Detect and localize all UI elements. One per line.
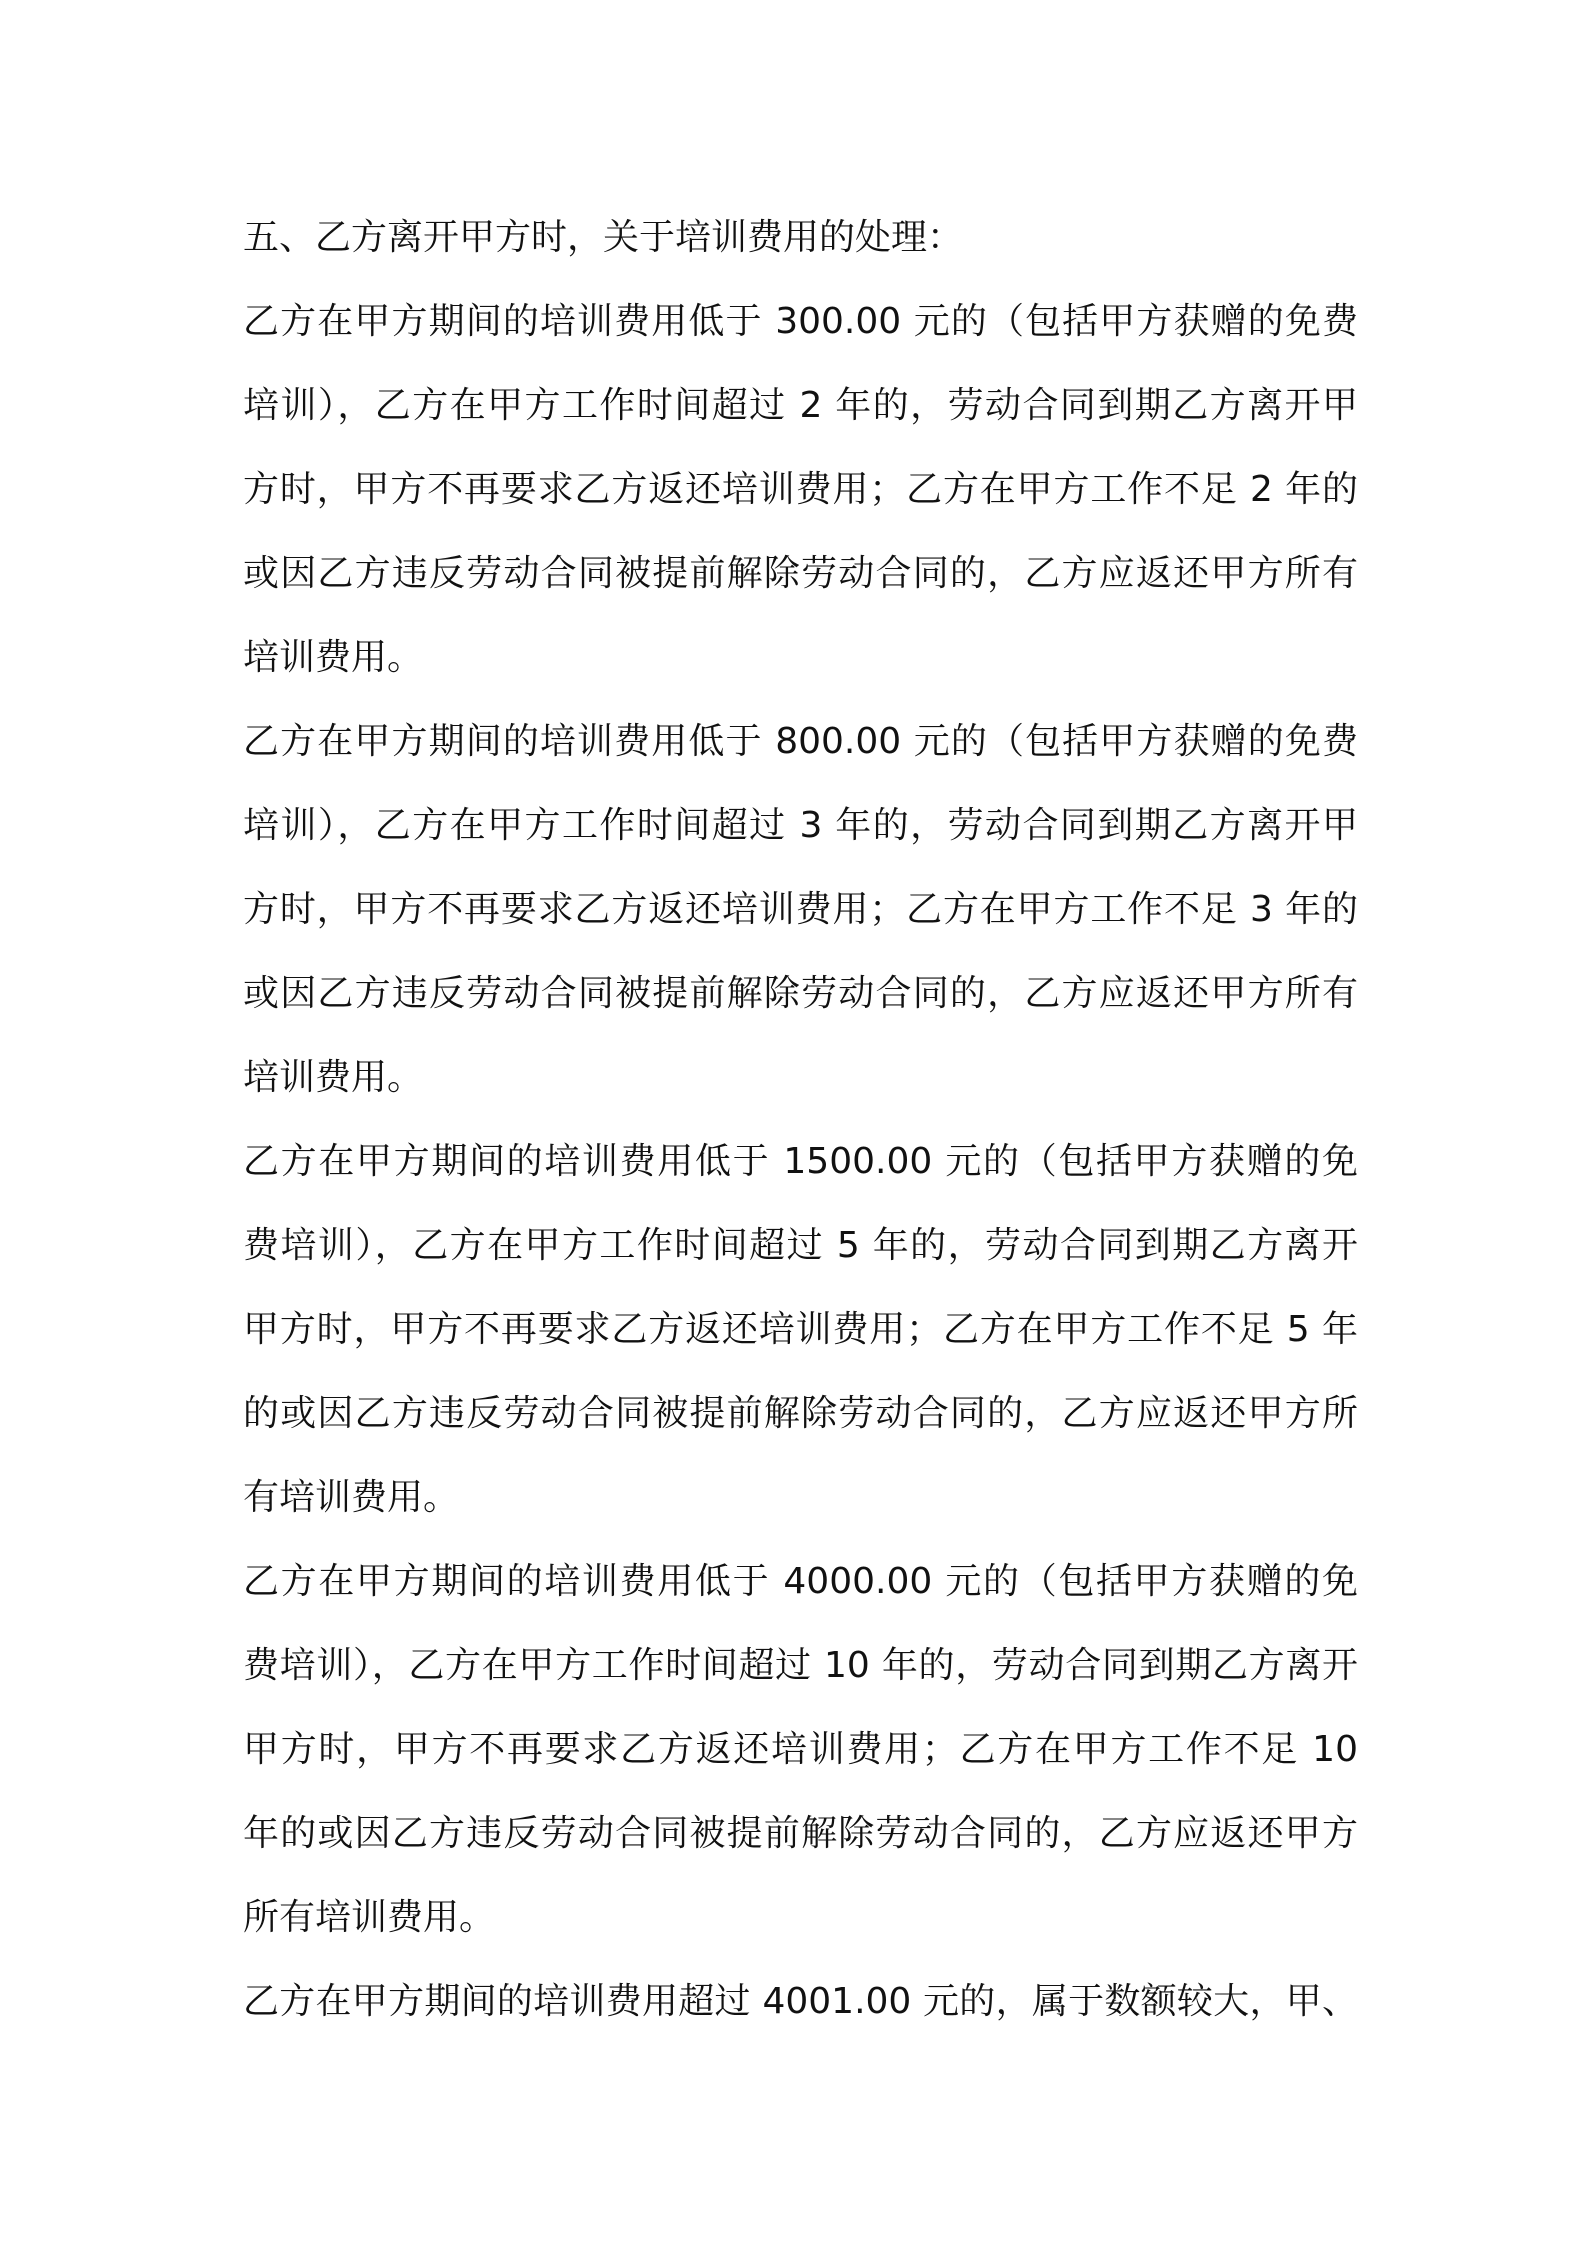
paragraph-line: 乙方在甲方期间的培训费用低于 1500.00 元的（包括甲方获赠的免 bbox=[243, 1141, 1358, 1182]
paragraph-line: 乙方在甲方期间的培训费用低于 800.00 元的（包括甲方获赠的免费 bbox=[243, 721, 1358, 762]
paragraph-line: 培训），乙方在甲方工作时间超过 2 年的，劳动合同到期乙方离开甲 bbox=[243, 385, 1358, 426]
paragraph-line: 方时，甲方不再要求乙方返还培训费用；乙方在甲方工作不足 2 年的 bbox=[243, 469, 1358, 510]
paragraph-2 bbox=[243, 700, 1358, 1120]
paragraph-4 bbox=[243, 1540, 1358, 1960]
paragraph-line: 甲方时，甲方不再要求乙方返还培训费用；乙方在甲方工作不足 5 年 bbox=[243, 1309, 1358, 1350]
paragraph-line: 年的或因乙方违反劳动合同被提前解除劳动合同的，乙方应返还甲方 bbox=[243, 1813, 1358, 1854]
paragraph-line: 费培训），乙方在甲方工作时间超过 10 年的，劳动合同到期乙方离开 bbox=[243, 1645, 1358, 1686]
paragraph-3 bbox=[243, 1120, 1358, 1540]
paragraph-line: 方时，甲方不再要求乙方返还培训费用；乙方在甲方工作不足 3 年的 bbox=[243, 889, 1358, 930]
paragraph-line: 的或因乙方违反劳动合同被提前解除劳动合同的，乙方应返还甲方所 bbox=[243, 1393, 1358, 1434]
paragraph-line: 或因乙方违反劳动合同被提前解除劳动合同的，乙方应返还甲方所有 bbox=[243, 973, 1358, 1014]
paragraph-line: 甲方时，甲方不再要求乙方返还培训费用；乙方在甲方工作不足 10 bbox=[243, 1729, 1358, 1770]
paragraph-line: 乙方在甲方期间的培训费用超过 4001.00 元的，属于数额较大，甲、 bbox=[243, 1981, 1358, 2022]
section-heading: 五、乙方离开甲方时，关于培训费用的处理： bbox=[243, 217, 964, 258]
paragraph-5 bbox=[243, 1960, 1358, 2044]
paragraph-line: 有培训费用。 bbox=[243, 1477, 460, 1518]
paragraph-line: 费培训），乙方在甲方工作时间超过 5 年的，劳动合同到期乙方离开 bbox=[243, 1225, 1358, 1266]
paragraph-line: 所有培训费用。 bbox=[243, 1897, 496, 1938]
paragraph-line: 培训费用。 bbox=[243, 1057, 424, 1098]
paragraph-line: 乙方在甲方期间的培训费用低于 4000.00 元的（包括甲方获赠的免 bbox=[243, 1561, 1358, 1602]
paragraph-1 bbox=[243, 280, 1358, 700]
paragraph-line: 乙方在甲方期间的培训费用低于 300.00 元的（包括甲方获赠的免费 bbox=[243, 301, 1358, 342]
paragraph-line: 培训），乙方在甲方工作时间超过 3 年的，劳动合同到期乙方离开甲 bbox=[243, 805, 1358, 846]
paragraph-line: 或因乙方违反劳动合同被提前解除劳动合同的，乙方应返还甲方所有 bbox=[243, 553, 1358, 594]
document-page bbox=[243, 196, 1358, 2044]
paragraph-line: 培训费用。 bbox=[243, 637, 424, 678]
